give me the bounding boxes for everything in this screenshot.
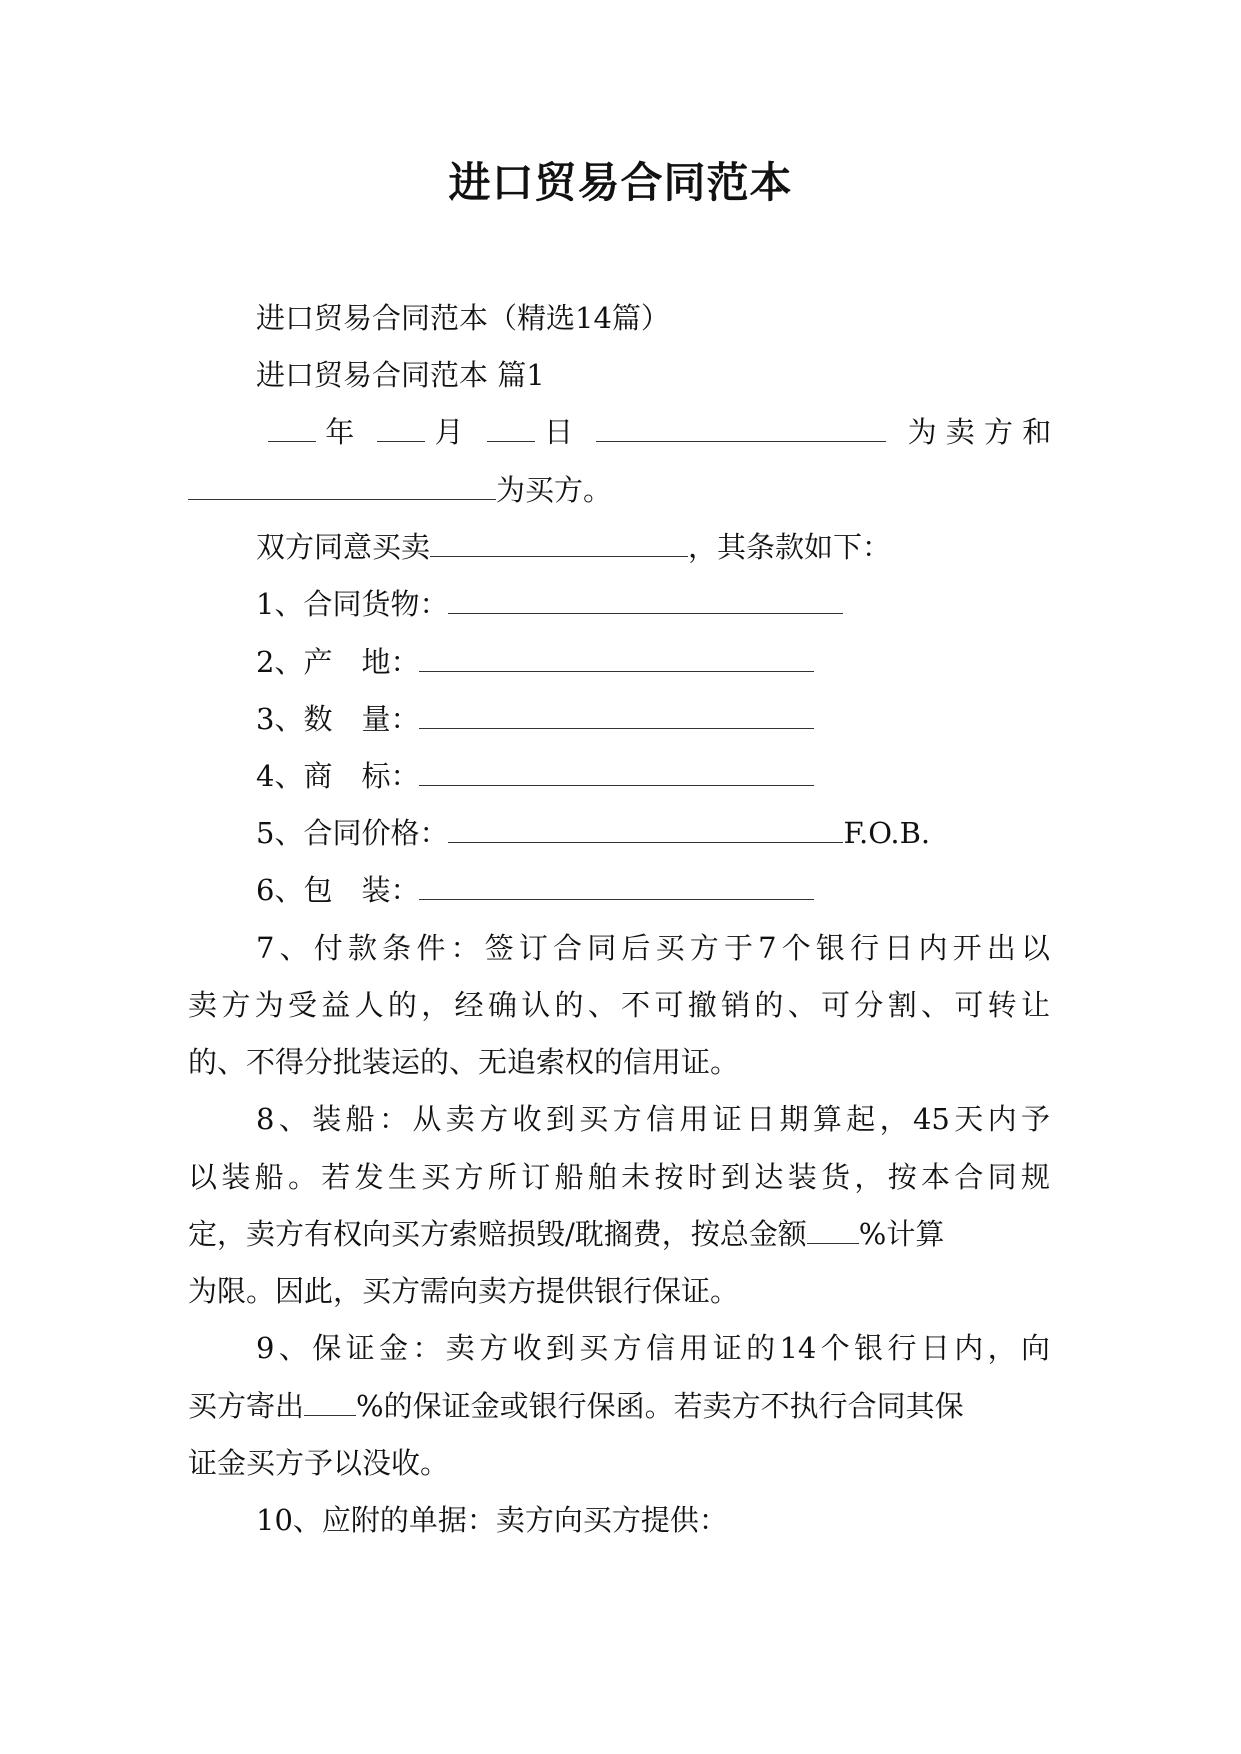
item-2-blank[interactable] [419, 645, 814, 672]
document-title: 进口贸易合同范本 [448, 158, 793, 207]
item-7-line-3: 的、不得分批装运的、无追索权的信用证。 [188, 1045, 740, 1079]
item-9-line-1: 9、保证金：卖方收到买方信用证的14个银行日内，向 [256, 1331, 1050, 1365]
item-1 [256, 584, 1050, 624]
item-7-line-2: 卖方为受益人的，经确认的、不可撤销的、可分割、可转让 [188, 988, 1050, 1022]
agree-suffix: ，其条款如下： [688, 530, 892, 564]
deposit-percent-blank[interactable] [304, 1389, 356, 1416]
item-4-label: 4、商 标： [256, 759, 420, 793]
penalty-percent-blank[interactable] [807, 1217, 859, 1244]
item-4 [256, 756, 1050, 796]
section-heading: 进口贸易合同范本 篇1 [256, 358, 545, 392]
item-8-line-4: 为限。因此，买方需向卖方提供银行保证。 [188, 1274, 740, 1308]
parties-line [268, 412, 1050, 452]
agree-prefix: 双方同意买卖 [256, 530, 431, 564]
item-6-label: 6、包 装： [256, 873, 420, 907]
item-1-label: 1、合同货物： [256, 587, 449, 621]
seller-text: 为 卖 方 和 [907, 415, 1052, 449]
seller-blank[interactable] [596, 415, 886, 442]
buyer-line [188, 470, 1050, 510]
item-1-blank[interactable] [448, 587, 843, 614]
item-5 [256, 813, 1050, 853]
agree-line [256, 527, 1050, 567]
item-3-blank[interactable] [419, 702, 814, 729]
item-10-line-1: 10、应附的单据：卖方向买方提供： [256, 1503, 728, 1537]
year-blank[interactable] [268, 415, 316, 442]
buyer-text: 为买方。 [496, 473, 613, 507]
item-7-line-1: 7、付款条件：签订合同后买方于7个银行日内开出以 [256, 931, 1050, 965]
item-8-line-3-prefix: 定，卖方有权向买方索赔损毁/耽搁费，按总金额 [188, 1217, 807, 1251]
item-2 [256, 642, 1050, 682]
item-3-label: 3、数 量： [256, 702, 420, 736]
month-label: 月 [434, 415, 464, 449]
item-3 [256, 699, 1050, 739]
item-9-line-2-prefix: 买方寄出 [188, 1389, 305, 1423]
buyer-blank[interactable] [188, 473, 496, 500]
item-8-line-2: 以装船。若发生买方所订船舶未按时到达装货，按本合同规 [188, 1160, 1050, 1194]
year-label: 年 [325, 415, 355, 449]
item-9-line-2-suffix: %的保证金或银行保函。若卖方不执行合同其保 [356, 1389, 964, 1423]
item-5-blank[interactable] [448, 816, 843, 843]
item-6-blank[interactable] [419, 873, 814, 900]
item-9-line-3: 证金买方予以没收。 [188, 1446, 450, 1480]
item-9-line-2 [188, 1386, 1050, 1426]
item-5-suffix: F.O.B. [843, 816, 931, 850]
item-5-label: 5、合同价格： [256, 816, 449, 850]
item-8-line-3-suffix: %计算 [858, 1217, 945, 1251]
month-blank[interactable] [377, 415, 425, 442]
day-blank[interactable] [487, 415, 535, 442]
day-label: 日 [544, 415, 574, 449]
item-8-line-1: 8、装船：从卖方收到买方信用证日期算起，45天内予 [256, 1102, 1050, 1136]
item-4-blank[interactable] [419, 759, 814, 786]
item-6 [256, 870, 1050, 910]
item-8-line-3 [188, 1214, 1050, 1254]
document-subtitle: 进口贸易合同范本（精选14篇） [256, 301, 670, 335]
goods-blank[interactable] [430, 530, 688, 557]
item-2-label: 2、产 地： [256, 645, 420, 679]
